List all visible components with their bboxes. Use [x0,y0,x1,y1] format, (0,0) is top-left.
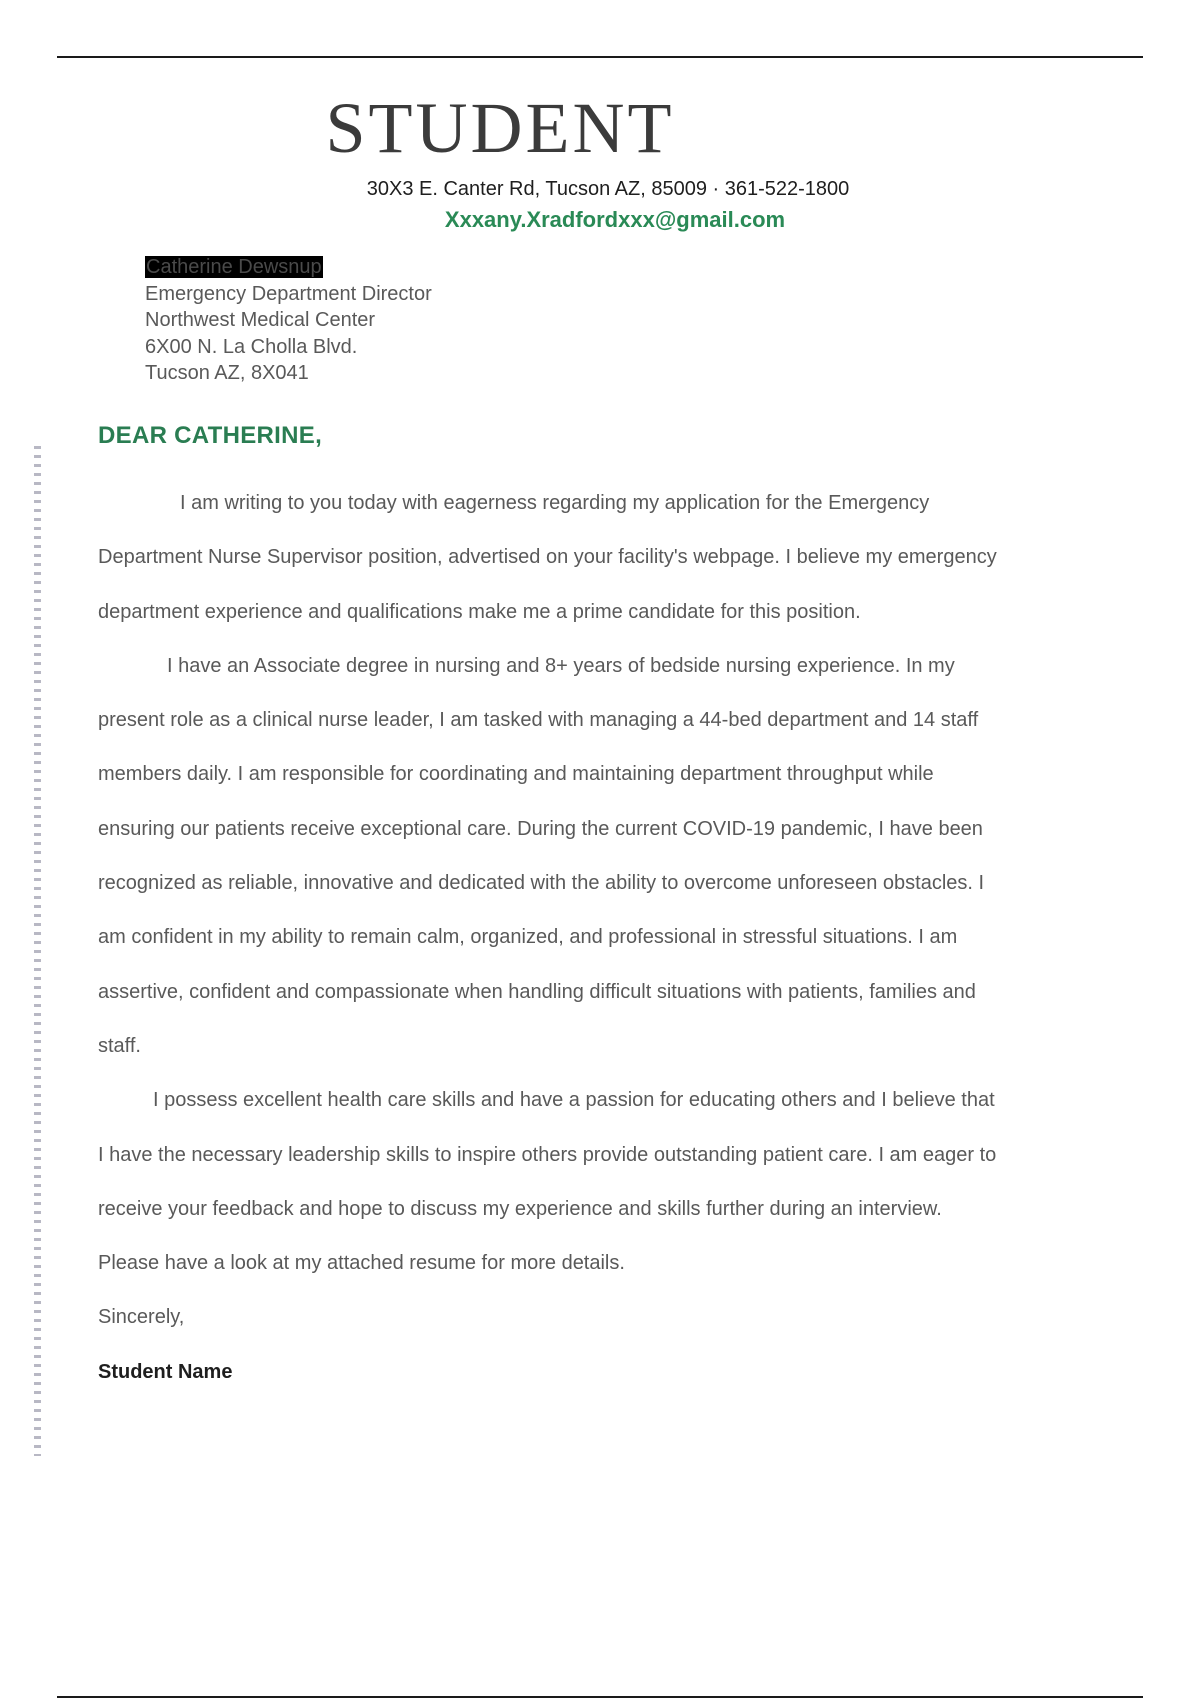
applicant-name: STUDENT [325,88,675,168]
margin-marks [34,446,41,1456]
closing: Sincerely, [98,1306,185,1329]
recipient-street: 6X00 N. La Cholla Blvd. [145,335,358,358]
bottom-rule [57,1696,1143,1698]
letter-body [98,476,998,1399]
signature: Student Name [98,1360,233,1383]
body-paragraph: I have an Associate degree in nursing and 8+ years of bedside nursing experience. In my present role as a clinical nurse leader, I am tasked with managing a 44-bed department and 14 staff members daily. I am responsible for coordinating and maintaining department throughput while ensuring our patients receive exceptional care. During the current COVID-19 pandemic, I have been recognized as reliable, innovative and dedicated with the ability to overcome unforeseen obstacles. I am confident in my ability to remain calm, organized, and professional in stressful situations. I am assertive, confident and compassionate when handling difficult situations with patients, families and staff. [98,654,985,1057]
body-paragraph: I possess excellent health care skills and have a passion for educating others and I believe that I have the necessary leadership skills to inspire others provide outstanding patient care. I am eager to receive your feedback and hope to discuss my experience and skills further during an interview. Please have a look at my attached resume for more details. [98,1089,997,1275]
body-paragraph: I am writing to you today with eagerness regarding my application for the Emergency Department Nurse Supervisor position, advertised on your facility's webpage. I believe my emergency department experience and qualifications make me a prime candidate for this position. [98,492,997,623]
top-rule [57,56,1143,58]
recipient-city: Tucson AZ, 8X041 [145,362,309,384]
recipient-title: Emergency Department Director [145,282,432,305]
contact-address: 30X3 E. Canter Rd, Tucson AZ, 85009 · 361-522-1800 [366,178,850,200]
contact-email[interactable]: Xxxany.Xradfordxxx@gmail.com [444,207,786,232]
salutation: DEAR CATHERINE, [98,422,323,449]
recipient-organization: Northwest Medical Center [145,309,376,331]
recipient-name: Catherine Dewsnup [146,256,322,278]
recipient-block [145,254,432,387]
